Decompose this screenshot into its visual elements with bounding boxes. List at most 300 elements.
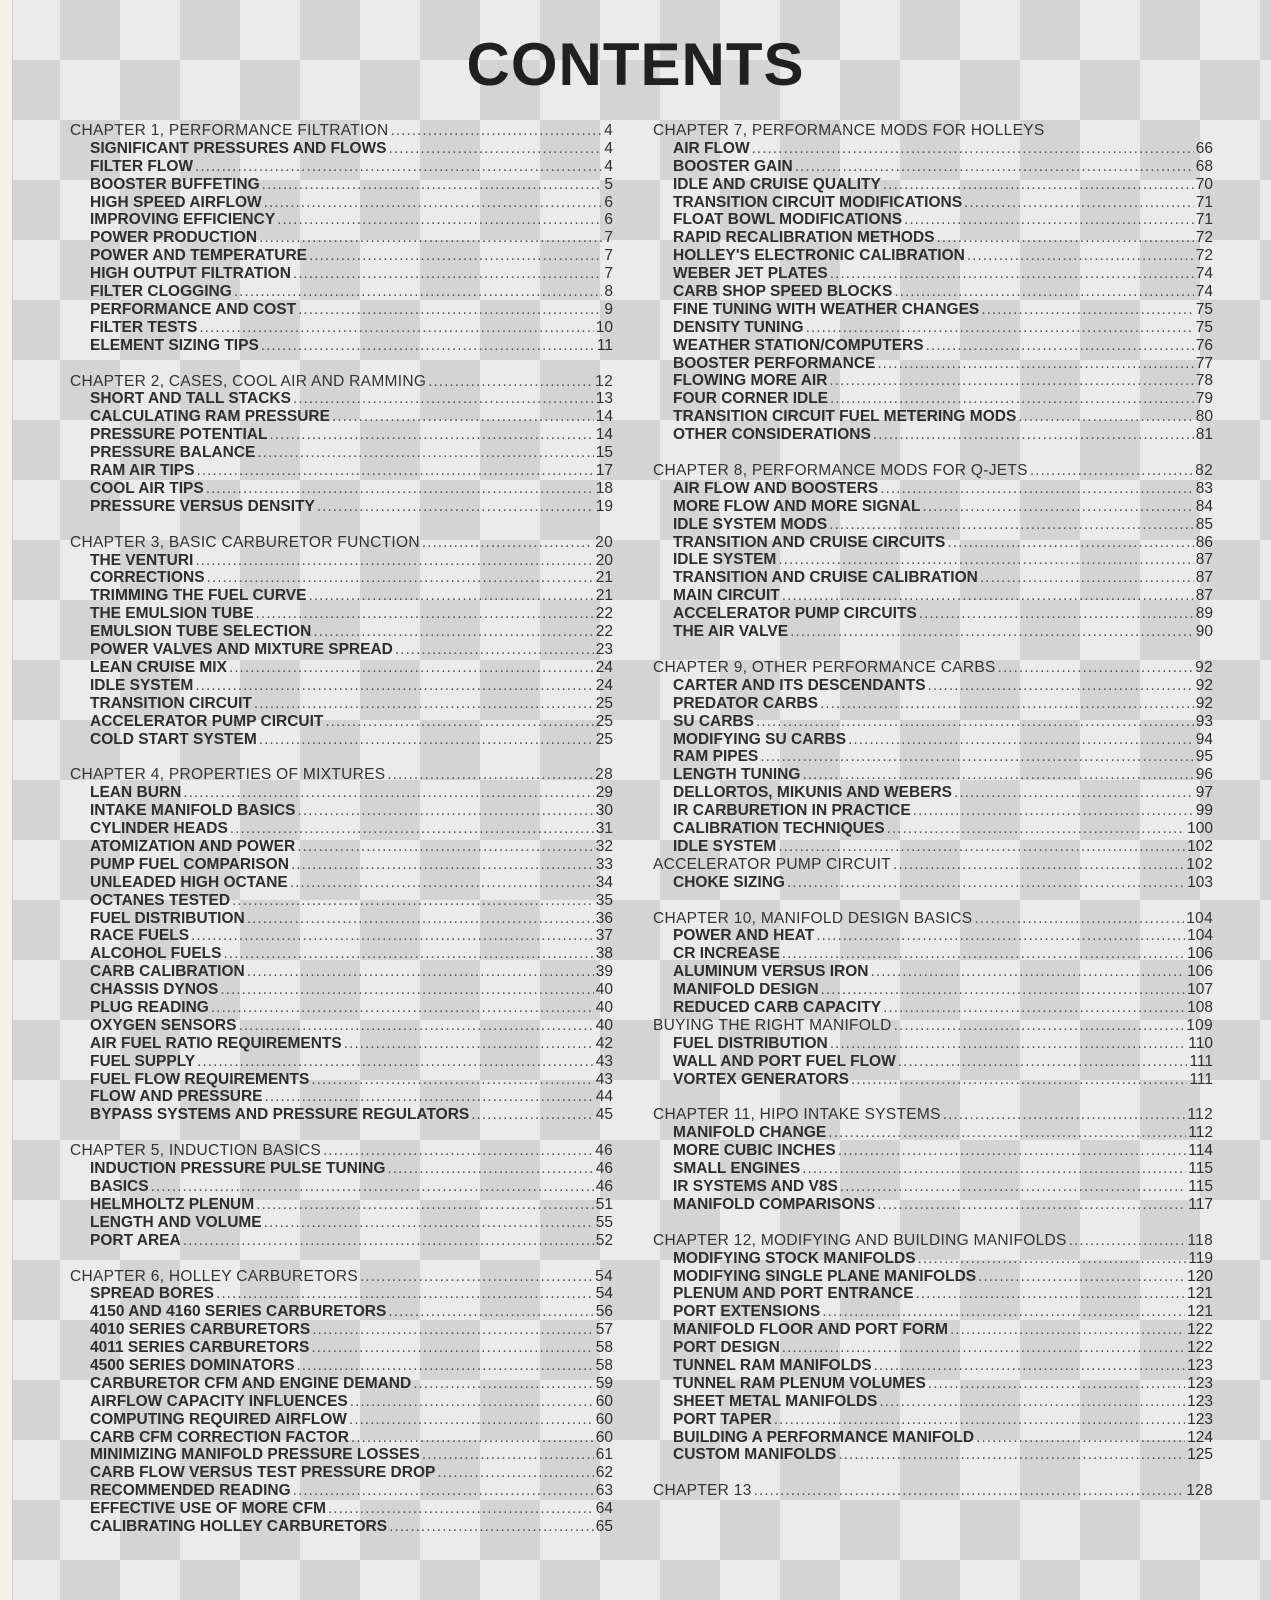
- entry-title: ALCOHOL FUELS: [90, 945, 222, 963]
- page-number: 112: [1188, 1124, 1213, 1142]
- entry-title: ALUMINUM VERSUS IRON: [673, 963, 869, 981]
- page-number: 123: [1187, 1374, 1213, 1392]
- toc-entry: [653, 355, 1213, 373]
- entry-title: 4011 SERIES CARBURETORS: [90, 1339, 310, 1357]
- page-number: 72: [1195, 247, 1213, 265]
- dot-leader: [391, 122, 603, 140]
- toc-entry: [70, 337, 613, 355]
- page-number: 5: [604, 175, 613, 193]
- page-number: 46: [595, 1160, 613, 1178]
- toc-entry: [70, 892, 613, 910]
- toc-entry: [653, 390, 1213, 408]
- page-number: 36: [595, 909, 613, 927]
- toc-entry: [70, 945, 613, 963]
- page-number: 30: [595, 802, 613, 820]
- page-number: 122: [1187, 1339, 1213, 1357]
- page-number: 123: [1187, 1410, 1213, 1428]
- toc-right-column: [653, 122, 1213, 1518]
- dot-leader: [943, 1106, 1186, 1124]
- entry-title: HIGH SPEED AIRFLOW: [90, 193, 262, 211]
- page-number: 21: [595, 569, 613, 587]
- dot-leader: [1069, 1232, 1186, 1250]
- page-number: 96: [1195, 766, 1213, 784]
- page-number: 7: [604, 265, 613, 283]
- toc-entry: [70, 1160, 613, 1178]
- dot-leader: [264, 1214, 594, 1232]
- page-number: 92: [1195, 676, 1213, 694]
- dot-leader: [277, 211, 602, 229]
- entry-title: TRANSITION AND CRUISE CALIBRATION: [673, 569, 978, 587]
- entry-title: PORT AREA: [90, 1231, 181, 1249]
- toc-entry: [653, 1053, 1213, 1071]
- toc-entry: [653, 1124, 1213, 1142]
- dot-leader: [196, 462, 593, 480]
- dot-leader: [829, 516, 1194, 534]
- chapter-block: [70, 373, 613, 516]
- page-number: 58: [595, 1339, 613, 1357]
- page-number: 89: [1195, 605, 1213, 623]
- dot-leader: [247, 963, 594, 981]
- toc-entry: [653, 1339, 1213, 1357]
- entry-title: CORRECTIONS: [90, 569, 205, 587]
- page-number: 62: [595, 1464, 613, 1482]
- toc-entry: [653, 587, 1213, 605]
- dot-leader: [291, 856, 594, 874]
- page-number: 120: [1187, 1267, 1213, 1285]
- dot-leader: [261, 337, 595, 355]
- dot-leader: [437, 1464, 593, 1482]
- dot-leader: [830, 1035, 1187, 1053]
- dot-leader: [297, 838, 594, 856]
- page-number: 58: [595, 1357, 613, 1374]
- chapter-heading: [653, 1106, 1213, 1124]
- page-number: 75: [1195, 300, 1213, 318]
- entry-title: RAPID RECALIBRATION METHODS: [673, 229, 935, 247]
- page-number: 38: [595, 945, 613, 963]
- dot-leader: [183, 1232, 594, 1250]
- page-number: 95: [1195, 748, 1213, 766]
- page-number: 78: [1195, 372, 1213, 390]
- entry-title: BOOSTER BUFFETING: [90, 175, 260, 193]
- dot-leader: [259, 731, 594, 749]
- entry-title: BUILDING A PERFORMANCE MANIFOLD: [673, 1428, 975, 1446]
- toc-entry: [70, 1393, 613, 1411]
- chapter-heading: [70, 373, 613, 391]
- toc-entry: [70, 1178, 613, 1196]
- toc-entry: [70, 1017, 613, 1035]
- toc-entry: [70, 390, 613, 408]
- entry-title: TRANSITION CIRCUIT MODIFICATIONS: [673, 193, 963, 211]
- page-number: 76: [1195, 336, 1213, 354]
- page-number: 60: [595, 1392, 613, 1410]
- toc-entry: [70, 1071, 613, 1089]
- toc-entry: [653, 1303, 1213, 1321]
- dot-leader: [922, 498, 1193, 516]
- entry-title: COMPUTING REQUIRED AIRFLOW: [90, 1410, 347, 1428]
- toc-entry: [70, 605, 613, 623]
- toc-entry: [653, 1035, 1213, 1053]
- dot-leader: [877, 1196, 1186, 1214]
- entry-title: FILTER TESTS: [90, 318, 198, 336]
- dot-leader: [262, 176, 603, 194]
- toc-entry: [70, 1464, 613, 1482]
- page-number: 24: [595, 658, 613, 676]
- toc-entry: [653, 731, 1213, 749]
- dot-leader: [350, 1393, 594, 1411]
- page-number: 52: [595, 1231, 613, 1249]
- entry-title: AIR FUEL RATIO REQUIREMENTS: [90, 1034, 342, 1052]
- dot-leader: [388, 1303, 593, 1321]
- page-number: 111: [1189, 1052, 1213, 1070]
- dot-leader: [389, 1518, 594, 1536]
- entry-title: PORT EXTENSIONS: [673, 1303, 821, 1321]
- toc-entry: [70, 856, 613, 874]
- entry-title: IDLE SYSTEM: [673, 551, 777, 569]
- page-number: 20: [595, 533, 613, 551]
- page-number: 25: [595, 712, 613, 730]
- page-number: 28: [595, 766, 613, 784]
- entry-title: EFFECTIVE USE OF MORE CFM: [90, 1500, 326, 1518]
- page-title: CONTENTS: [466, 31, 805, 98]
- entry-title: MODIFYING SINGLE PLANE MANIFOLDS: [673, 1267, 977, 1285]
- toc-entry: [70, 194, 613, 212]
- toc-entry: [70, 1053, 613, 1071]
- toc-entry: [70, 140, 613, 158]
- entry-title: POWER VALVES AND MIXTURE SPREAD: [90, 641, 393, 659]
- page-number: 33: [595, 855, 613, 873]
- dot-leader: [151, 1178, 594, 1196]
- dot-leader: [298, 301, 602, 319]
- dot-leader: [838, 1446, 1185, 1464]
- toc-entry: [653, 1411, 1213, 1429]
- page-number: 17: [595, 462, 613, 480]
- dot-leader: [332, 408, 594, 426]
- page-number: 34: [595, 873, 613, 891]
- toc-entry: [70, 963, 613, 981]
- chapter-heading: [70, 122, 613, 140]
- entry-title: MANIFOLD DESIGN: [673, 981, 819, 999]
- dot-leader: [387, 766, 593, 784]
- chapter-block: [70, 534, 613, 749]
- entry-title: MODIFYING STOCK MANIFOLDS: [673, 1249, 916, 1267]
- page-number: 66: [1195, 139, 1213, 157]
- dot-leader: [360, 1268, 593, 1286]
- entry-title: PRESSURE POTENTIAL: [90, 426, 268, 444]
- page-number: 43: [595, 1070, 613, 1088]
- toc-entry: [70, 1375, 613, 1393]
- toc-entry: [653, 372, 1213, 390]
- page-number: 107: [1187, 981, 1213, 999]
- page-number: 40: [595, 1016, 613, 1034]
- entry-title: RACE FUELS: [90, 927, 190, 945]
- toc-entry: [70, 659, 613, 677]
- page-number: 119: [1188, 1249, 1213, 1267]
- dot-leader: [230, 820, 594, 838]
- dot-leader: [223, 945, 593, 963]
- toc-entry: [653, 1446, 1213, 1464]
- entry-title: FILTER CLOGGING: [90, 283, 232, 301]
- dot-leader: [880, 480, 1194, 498]
- entry-title: INDUCTION PRESSURE PULSE TUNING: [90, 1160, 386, 1178]
- entry-title: 4150 AND 4160 SERIES CARBURETORS: [90, 1303, 387, 1321]
- dot-leader: [782, 945, 1185, 963]
- chapter-block: [653, 1232, 1213, 1465]
- page-number: 7: [604, 229, 613, 247]
- toc-entry: [653, 945, 1213, 963]
- dot-leader: [782, 587, 1194, 605]
- toc-entry: [70, 981, 613, 999]
- page-number: 102: [1187, 837, 1213, 855]
- dot-leader: [954, 784, 1194, 802]
- page-number: 114: [1188, 1142, 1213, 1160]
- dot-leader: [264, 194, 603, 212]
- page-number: 87: [1195, 551, 1213, 569]
- page-number: 74: [1195, 283, 1213, 301]
- toc-entry: [70, 802, 613, 820]
- page-number: 10: [595, 318, 613, 336]
- page-number: 54: [595, 1285, 613, 1303]
- chapter-block: [70, 122, 613, 355]
- page-number: 118: [1187, 1231, 1213, 1249]
- toc-entry: [653, 784, 1213, 802]
- toc-left-column: [70, 122, 613, 1554]
- dot-leader: [428, 373, 593, 391]
- page-number: 128: [1186, 1482, 1213, 1500]
- entry-title: SMALL ENGINES: [673, 1160, 801, 1178]
- entry-title: LENGTH TUNING: [673, 766, 801, 784]
- chapter-heading: [653, 122, 1213, 140]
- dot-leader: [256, 1196, 594, 1214]
- dot-leader: [918, 1250, 1187, 1268]
- toc-entry: [70, 552, 613, 570]
- entry-title: MAIN CIRCUIT: [673, 587, 780, 605]
- dot-leader: [1030, 462, 1193, 480]
- dot-leader: [195, 677, 593, 695]
- entry-title: BOOSTER PERFORMANCE: [673, 354, 876, 372]
- toc-entry: [70, 444, 613, 462]
- toc-entry: [70, 265, 613, 283]
- toc-entry: [70, 1088, 613, 1106]
- toc-entry: [70, 927, 613, 945]
- entry-title: CHAPTER 7, PERFORMANCE MODS FOR HOLLEYS: [653, 122, 1045, 139]
- entry-title: TUNNEL RAM PLENUM VOLUMES: [673, 1374, 926, 1392]
- toc-entry: [653, 927, 1213, 945]
- entry-title: HOLLEY'S ELECTRONIC CALIBRATION: [673, 247, 965, 265]
- dot-leader: [760, 748, 1193, 766]
- dot-leader: [893, 856, 1184, 874]
- dot-leader: [816, 927, 1185, 945]
- toc-entry: [653, 516, 1213, 534]
- chapter-block: [653, 910, 1213, 1089]
- dot-leader: [950, 1321, 1185, 1339]
- dot-leader: [325, 713, 593, 731]
- page-number: 110: [1188, 1034, 1213, 1052]
- page-number: 37: [595, 927, 613, 945]
- dot-leader: [802, 766, 1193, 784]
- chapter-heading: [70, 1268, 613, 1286]
- toc-entry: [653, 874, 1213, 892]
- page-number: 65: [595, 1518, 613, 1536]
- entry-title: CALIBRATION TECHNIQUES: [673, 819, 885, 837]
- page-number: 14: [595, 426, 613, 444]
- entry-title: CALCULATING RAM PRESSURE: [90, 408, 330, 426]
- entry-title: REDUCED CARB CAPACITY: [673, 998, 882, 1016]
- page-number: 55: [595, 1213, 613, 1231]
- entry-title: AIR FLOW AND BOOSTERS: [673, 479, 879, 497]
- dot-leader: [947, 534, 1193, 552]
- entry-title: AIR FLOW: [673, 139, 750, 157]
- dot-leader: [269, 426, 593, 444]
- entry-title: FOUR CORNER IDLE: [673, 390, 828, 408]
- dot-leader: [254, 695, 594, 713]
- entry-title: CHASSIS DYNOS: [90, 981, 219, 999]
- page-number: 46: [595, 1142, 613, 1160]
- dot-leader: [293, 390, 594, 408]
- toc-entry: [653, 426, 1213, 444]
- toc-entry: [653, 1017, 1213, 1035]
- toc-entry: [70, 838, 613, 856]
- page-number: 57: [595, 1321, 613, 1339]
- dot-leader: [313, 623, 593, 641]
- toc-entry: [653, 748, 1213, 766]
- dot-leader: [998, 659, 1194, 677]
- page-number: 86: [1195, 533, 1213, 551]
- page-number: 7: [604, 247, 613, 265]
- entry-title: PREDATOR CARBS: [673, 694, 818, 712]
- page-number: 70: [1195, 175, 1213, 193]
- entry-title: MORE FLOW AND MORE SIGNAL: [673, 497, 921, 515]
- page-number: 108: [1187, 998, 1213, 1016]
- toc-entry: [70, 1339, 613, 1357]
- dot-leader: [926, 337, 1194, 355]
- toc-entry: [70, 1035, 613, 1053]
- page-number: 117: [1188, 1195, 1213, 1213]
- dot-leader: [199, 319, 593, 337]
- dot-leader: [387, 1160, 593, 1178]
- toc-entry: [70, 1106, 613, 1124]
- entry-title: FUEL SUPPLY: [90, 1052, 196, 1070]
- dot-leader: [821, 981, 1186, 999]
- page-number: 79: [1195, 390, 1213, 408]
- entry-title: PORT DESIGN: [673, 1339, 780, 1357]
- entry-title: RAM PIPES: [673, 748, 759, 766]
- page-number: 56: [595, 1303, 613, 1321]
- entry-title: EMULSION TUBE SELECTION: [90, 623, 312, 641]
- dot-leader: [978, 1268, 1185, 1286]
- toc-entry: [653, 1429, 1213, 1447]
- dot-leader: [874, 1357, 1186, 1375]
- page-number: 18: [595, 479, 613, 497]
- page-number: 121: [1187, 1285, 1213, 1303]
- entry-title: CHOKE SIZING: [673, 873, 785, 891]
- toc-entry: [653, 1268, 1213, 1286]
- entry-title: OXYGEN SENSORS: [90, 1016, 237, 1034]
- dot-leader: [883, 176, 1194, 194]
- page-number: 80: [1195, 408, 1213, 426]
- page-number: 61: [595, 1446, 613, 1464]
- page-number: 82: [1195, 462, 1213, 480]
- dot-leader: [311, 1071, 593, 1089]
- dot-leader: [822, 1303, 1185, 1321]
- toc-entry: [70, 462, 613, 480]
- dot-leader: [873, 426, 1194, 444]
- page-number: 100: [1187, 819, 1213, 837]
- entry-title: CHAPTER 10, MANIFOLD DESIGN BASICS: [653, 909, 973, 927]
- page-number: 40: [595, 998, 613, 1016]
- chapter-block: [70, 1268, 613, 1536]
- entry-title: INTAKE MANIFOLD BASICS: [90, 802, 296, 820]
- entry-title: DENSITY TUNING: [673, 318, 804, 336]
- page-number: 121: [1187, 1303, 1213, 1321]
- dot-leader: [916, 1285, 1186, 1303]
- page-number: 102: [1186, 855, 1213, 873]
- toc-entry: [70, 874, 613, 892]
- entry-title: BYPASS SYSTEMS AND PRESSURE REGULATORS: [90, 1106, 470, 1124]
- page-number: 104: [1187, 927, 1213, 945]
- entry-title: SIGNIFICANT PRESSURES AND FLOWS: [90, 139, 387, 157]
- page-number: 19: [595, 497, 613, 515]
- page-number: 20: [595, 551, 613, 569]
- toc-entry: [653, 211, 1213, 229]
- chapter-heading: [70, 766, 613, 784]
- page-number: 123: [1187, 1392, 1213, 1410]
- toc-entry: [653, 1142, 1213, 1160]
- entry-title: FILTER FLOW: [90, 157, 194, 175]
- entry-title: IDLE SYSTEM MODS: [673, 515, 828, 533]
- entry-title: CHAPTER 12, MODIFYING AND BUILDING MANIFOLDS: [653, 1231, 1067, 1249]
- toc-entry: [653, 140, 1213, 158]
- entry-title: CHAPTER 4, PROPERTIES OF MIXTURES: [70, 766, 386, 784]
- page-number: 35: [595, 891, 613, 909]
- dot-leader: [234, 283, 603, 301]
- toc-entry: [70, 731, 613, 749]
- toc-entry: [70, 158, 613, 176]
- toc-entry: [653, 1375, 1213, 1393]
- entry-title: CARB CFM CORRECTION FACTOR: [90, 1428, 349, 1446]
- toc-entry: [70, 319, 613, 337]
- toc-entry: [653, 247, 1213, 265]
- dot-leader: [211, 999, 594, 1017]
- dot-leader: [919, 605, 1194, 623]
- page-number: 75: [1195, 318, 1213, 336]
- page-number: 4: [604, 157, 613, 175]
- page-number: 11: [596, 336, 613, 354]
- page-number: 25: [595, 694, 613, 712]
- dot-leader: [790, 623, 1194, 641]
- dot-leader: [830, 390, 1194, 408]
- chapter-block: [70, 1142, 613, 1249]
- chapter-heading: [70, 534, 613, 552]
- page-number: 60: [595, 1428, 613, 1446]
- page-number: 4: [604, 139, 613, 157]
- dot-leader: [351, 1429, 594, 1447]
- toc-entry: [653, 820, 1213, 838]
- entry-title: CR INCREASE: [673, 945, 780, 963]
- page-number: 9: [604, 300, 613, 318]
- dot-leader: [830, 265, 1194, 283]
- dot-leader: [964, 194, 1194, 212]
- page-number: 54: [595, 1267, 613, 1285]
- toc-entry: [70, 211, 613, 229]
- toc-entry: [70, 1285, 613, 1303]
- toc-entry: [70, 641, 613, 659]
- page-number: 12: [595, 372, 613, 390]
- page-number: 51: [595, 1195, 613, 1213]
- toc-entry: [653, 158, 1213, 176]
- dot-leader: [344, 1035, 594, 1053]
- entry-title: TRIMMING THE FUEL CURVE: [90, 587, 307, 605]
- toc-entry: [653, 963, 1213, 981]
